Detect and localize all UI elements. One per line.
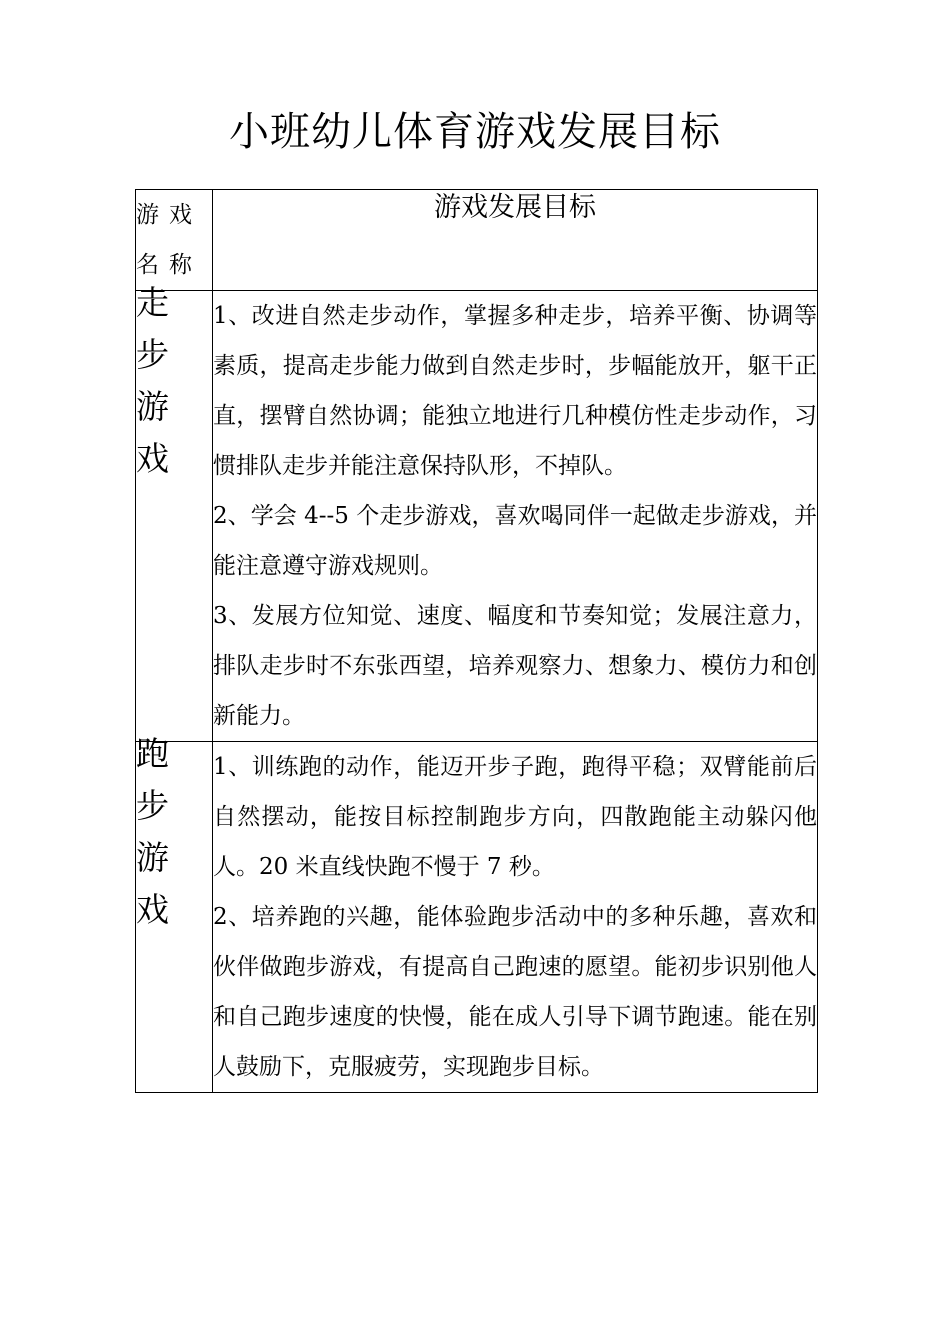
goals-table	[135, 189, 818, 1093]
goal-item: 2、学会 4--5 个走步游戏，喜欢喝同伴一起做走步游戏，并能注意遵守游戏规则。	[213, 503, 817, 579]
game-name-running: 跑步游戏	[136, 734, 169, 929]
header-game-name: 游戏名称	[136, 190, 213, 291]
table-header-row	[136, 190, 818, 291]
header-goals: 游戏发展目标	[213, 190, 818, 291]
goal-item: 1、训练跑的动作，能迈开步子跑，跑得平稳；双臂能前后自然摆动，能按目标控制跑步方向，四散跑能主动躲闪他人。20 米直线快跑不慢于 7 秒。	[213, 754, 817, 880]
page-title: 小班幼儿体育游戏发展目标	[229, 109, 721, 155]
table-row-walking	[136, 291, 818, 742]
game-name-cell	[136, 734, 213, 1093]
goal-item: 3、发展方位知觉、速度、幅度和节奏知觉；发展注意力，排队走步时不东张西望，培养观察力、想象力、模仿力和创新能力。	[213, 603, 817, 729]
table-row-running	[136, 742, 818, 1093]
game-name-cell	[136, 283, 213, 742]
goals-cell	[213, 291, 818, 742]
goals-cell	[213, 742, 818, 1093]
goal-item: 2、培养跑的兴趣，能体验跑步活动中的多种乐趣，喜欢和伙伴做跑步游戏，有提高自己跑速的愿望。能初步识别他人和自己跑步速度的快慢，能在成人引导下调节跑速。能在别人鼓励下，克服疲劳，实现跑步目标。	[213, 904, 817, 1080]
game-name-walking: 走步游戏	[136, 283, 169, 478]
goal-item: 1、改进自然走步动作，掌握多种走步，培养平衡、协调等素质，提高走步能力做到自然走步时，步幅能放开，躯干正直，摆臂自然协调；能独立地进行几种模仿性走步动作，习惯排队走步并能注意保持队形，不掉队。	[213, 303, 817, 479]
